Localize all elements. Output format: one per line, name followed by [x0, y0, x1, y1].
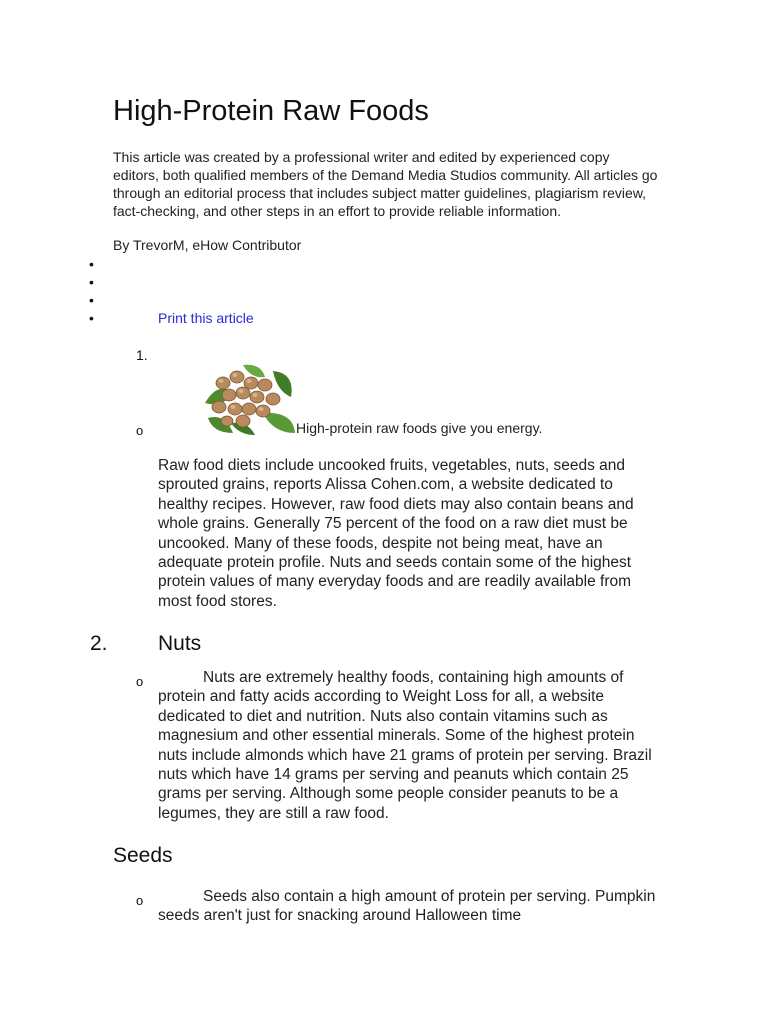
- circle-bullet-icon: o: [136, 893, 144, 908]
- circle-bullet-icon: o: [136, 674, 144, 689]
- article-title: High-Protein Raw Foods: [113, 95, 429, 127]
- list-number: 2.: [90, 632, 108, 655]
- nuts-photo: [203, 363, 296, 435]
- circle-bullet-icon: o: [136, 423, 144, 438]
- list-number: 1.: [136, 347, 148, 363]
- bullet-icon: •: [89, 274, 94, 290]
- nuts-paragraph: Nuts are extremely healthy foods, containing high amounts of protein and fatty acids according to Weight Loss for all, a website dedicated to diet and nutrition. Nuts also contain vitamins such as magnesium and other essential minerals. Some of the highest protein nuts include almonds which have 21 grams of protein per serving. Brazil nuts which have 14 grams per serving and peanuts which contain 25 grams per serving. Although some people consider peanuts to be a legumes, they are still a raw food.: [158, 669, 652, 822]
- seeds-heading: Seeds: [113, 844, 173, 867]
- intro-paragraph: Raw food diets include uncooked fruits, vegetables, nuts, seeds and sprouted grains, reports Alissa Cohen.com, a website dedicated to healthy recipes. However, raw food diets may also contain beans and whole grains. Generally 75 percent of the food on a raw diet must be uncooked. Many of these foods, despite not being meat, have an adequate protein profile. Nuts and seeds contain some of the highest protein values of many everyday foods and are readily available from most food stores.: [158, 457, 634, 610]
- bullet-icon: •: [89, 256, 94, 272]
- byline: By TrevorM, eHow Contributor: [113, 237, 302, 253]
- nuts-heading: Nuts: [158, 632, 202, 655]
- bullet-icon: •: [89, 310, 94, 326]
- bullet-icon: •: [89, 292, 94, 308]
- editorial-note: This article was created by a professional writer and edited by experienced copy editors, both qualified members of the Demand Media Studios community. All articles go through an editorial process that includes subject matter guidelines, plagiarism review, fact-checking, and other steps in an effort to provide reliable information.: [113, 149, 658, 219]
- seeds-paragraph: Seeds also contain a high amount of protein per serving. Pumpkin seeds aren't just for snacking around Halloween time: [158, 888, 656, 925]
- image-caption: High-protein raw foods give you energy.: [296, 420, 543, 436]
- print-article-link[interactable]: Print this article: [158, 310, 254, 326]
